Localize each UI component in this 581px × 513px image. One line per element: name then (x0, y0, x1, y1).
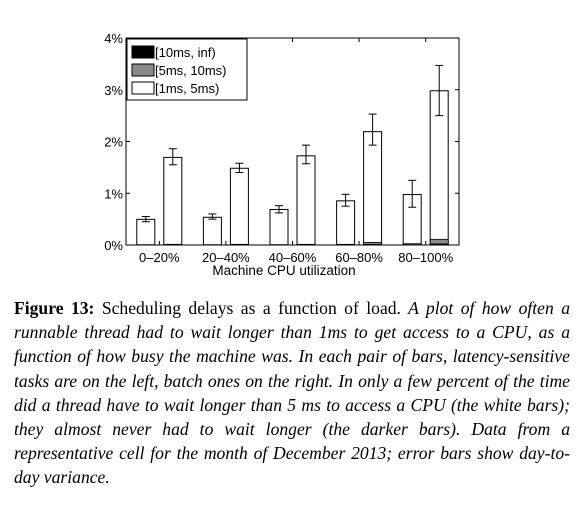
caption-label: Figure 13: (14, 298, 95, 318)
bar-left-1ms-5ms (270, 209, 288, 245)
y-tick-label: 2% (104, 134, 123, 150)
bar-right-1ms-5ms (364, 132, 382, 245)
x-tick-label: 0–20% (139, 250, 180, 265)
y-tick-label: 3% (104, 82, 123, 98)
bar-left-1ms-5ms (203, 217, 221, 245)
x-tick-label: 20–40% (202, 250, 250, 265)
y-tick-label: 1% (104, 186, 123, 202)
figure-caption (14, 296, 570, 490)
bar-right-1ms-5ms (164, 157, 182, 245)
y-tick-label: 0% (104, 238, 123, 253)
legend-swatch (132, 46, 154, 58)
bar-right-10ms-inf (430, 244, 448, 245)
x-tick-label: 60–80% (335, 250, 383, 265)
legend-entry: [5ms, 10ms) (155, 63, 227, 78)
x-tick-label: 80–100% (398, 250, 454, 265)
legend-entry: [10ms, inf) (155, 45, 216, 60)
bar-left-1ms-5ms (137, 219, 155, 245)
x-tick-label: 40–60% (268, 250, 317, 265)
caption-body: A plot of how often a runnable thread had to wait longer than 1ms to get access to a CPU, as a function of how busy the machine was. In each pair of bars, latency-sensitive tasks are on the left, batch ones on the right. In only a few percent of the time did a thread have to wait longer than 5 ms to access a CPU (the white bars); they almost never had to wait longer (the darker bars). Data from a representative cell for the month of December 2013; error bars show day-to-day variance. (14, 298, 570, 488)
legend-swatch (132, 82, 154, 94)
x-axis-label: Machine CPU utilization (212, 263, 356, 278)
bar-right-1ms-5ms (230, 168, 248, 245)
bar-right-1ms-5ms (297, 156, 315, 245)
legend-entry: [1ms, 5ms) (155, 81, 220, 96)
plot-area (104, 31, 459, 265)
bar-right-10ms-inf (364, 244, 382, 245)
bar-left-1ms-5ms (337, 201, 355, 245)
y-tick-label: 4% (104, 31, 123, 46)
caption-lead: Scheduling delays as a function of load. (94, 298, 401, 318)
legend-swatch (132, 64, 154, 76)
